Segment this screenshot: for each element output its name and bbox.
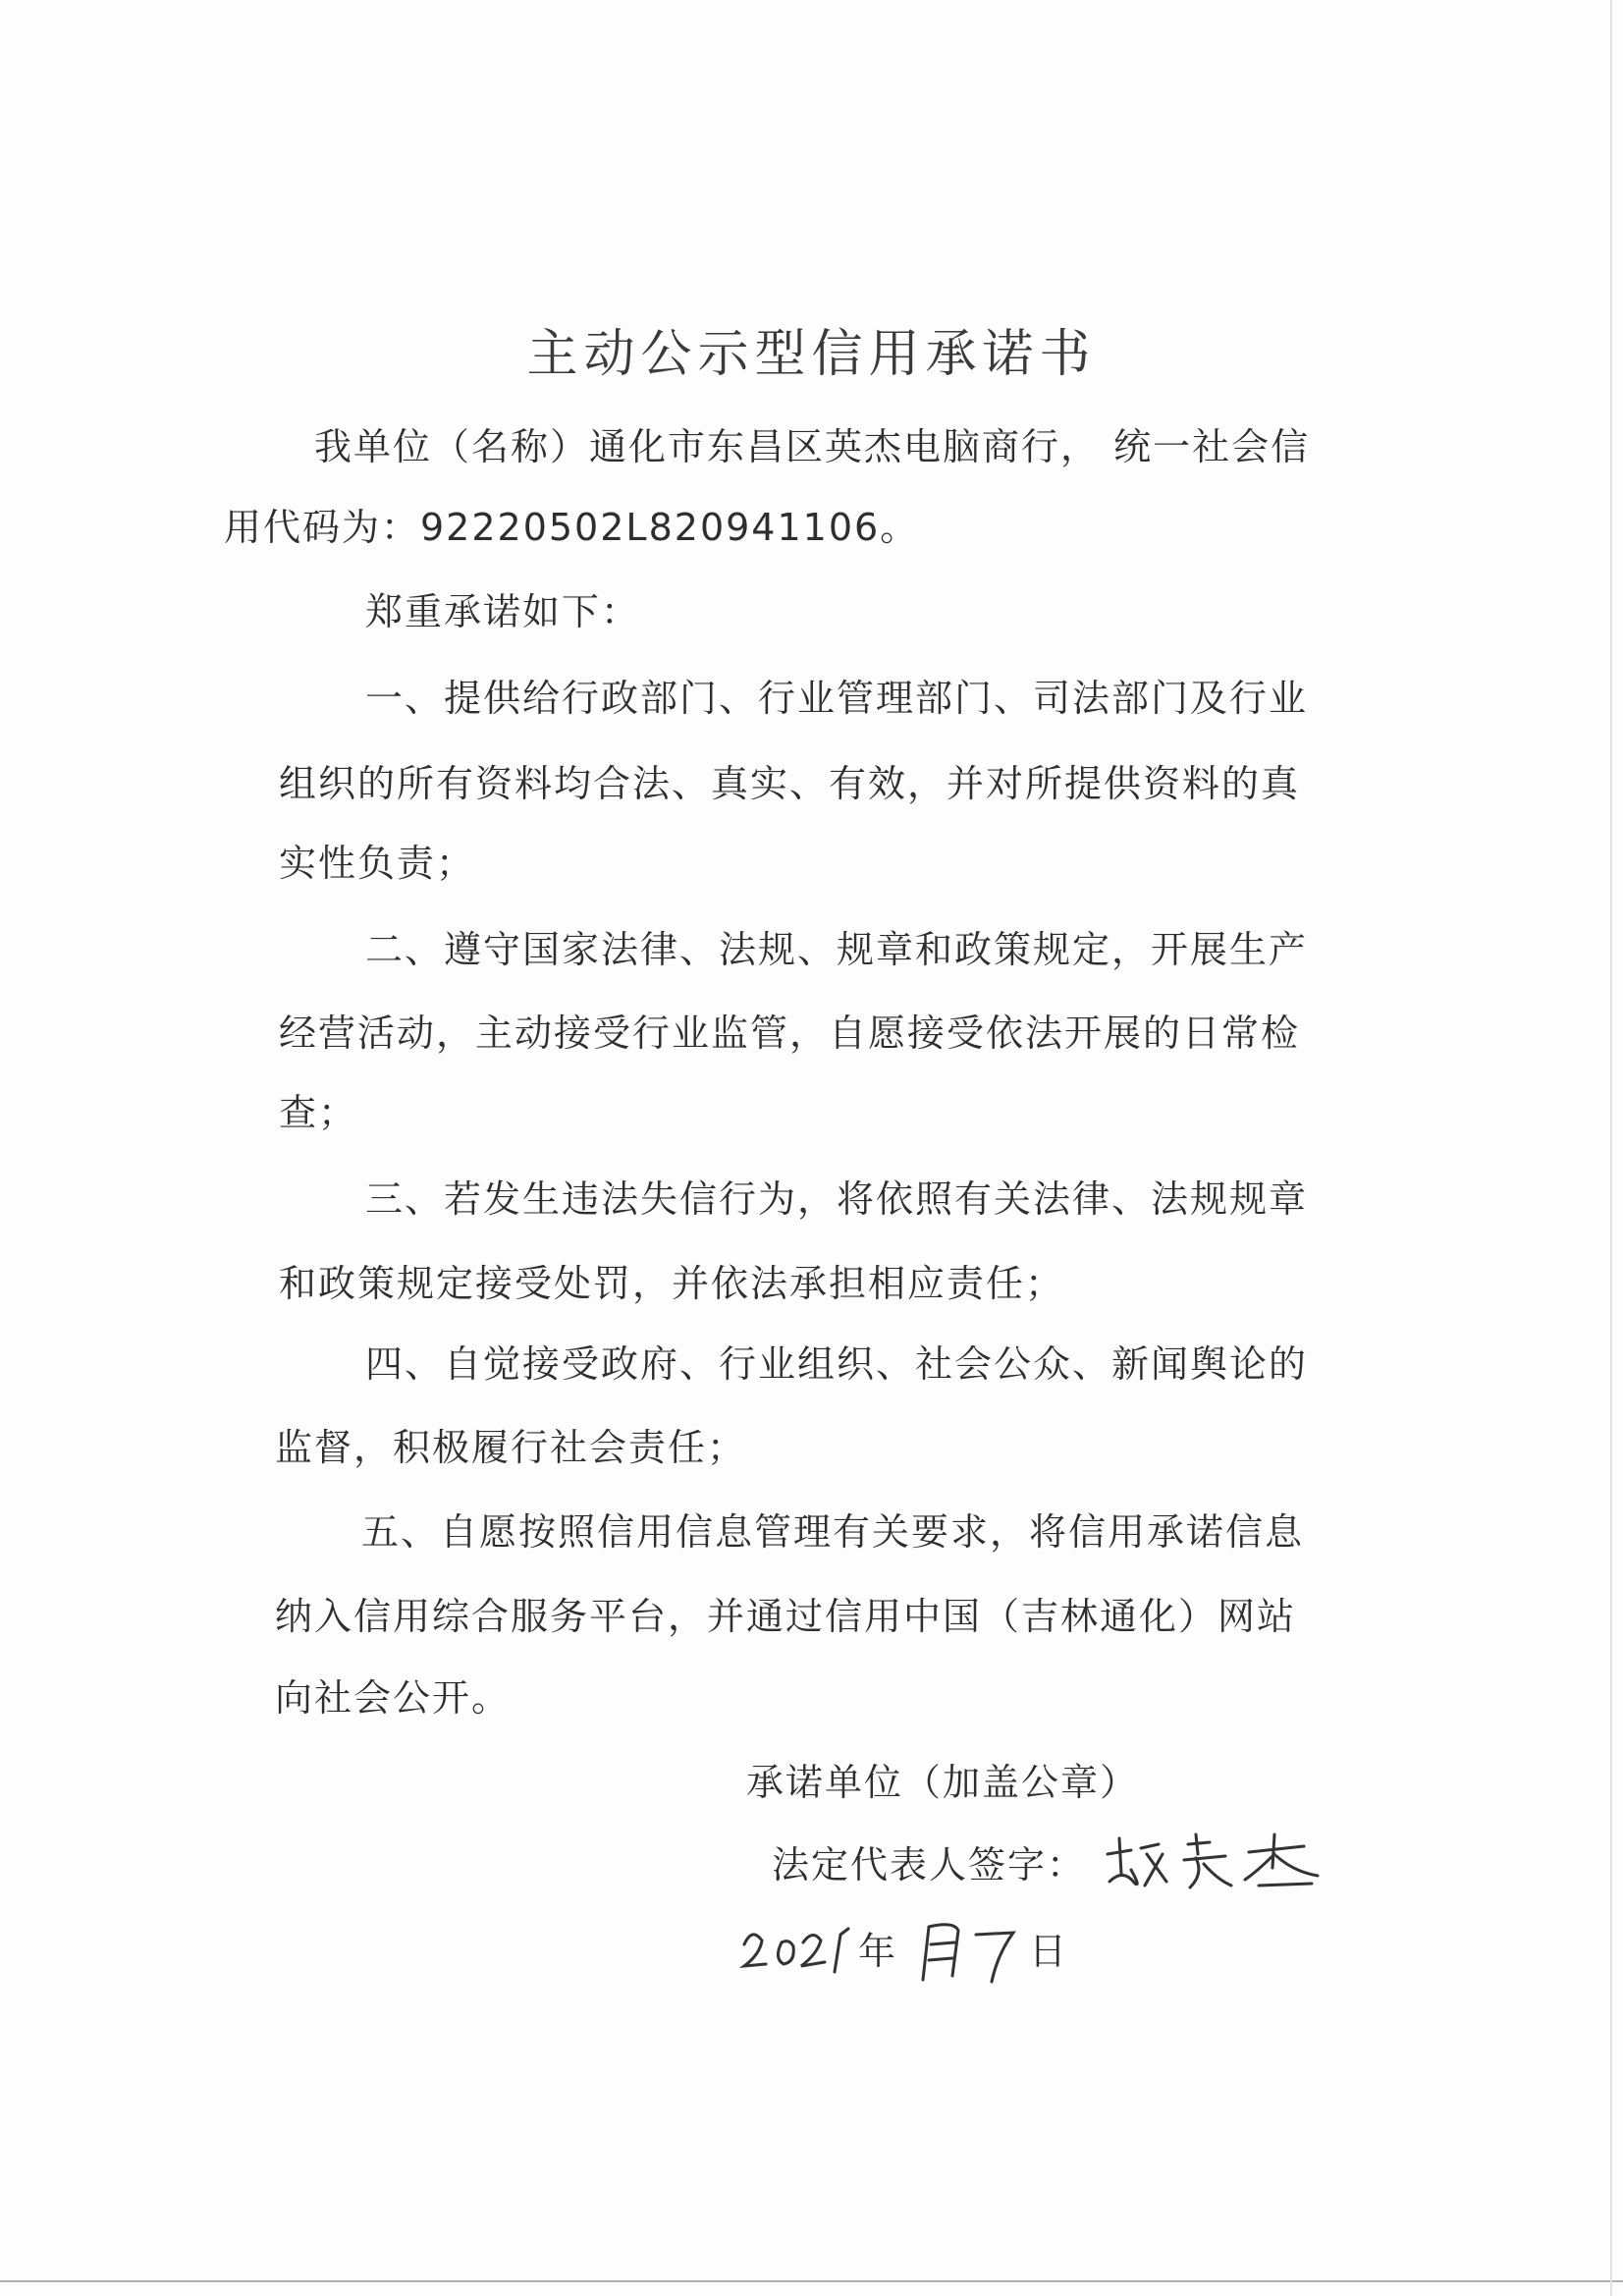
scan-edge-right	[1610, 0, 1612, 2296]
item-1-line-1: 一、提供给行政部门、行业管理部门、司法部门及行业	[365, 677, 1309, 720]
item-4-line-1: 四、自觉接受政府、行业组织、社会公众、新闻舆论的	[365, 1342, 1309, 1386]
legal-rep-label: 法定代表人签字：	[772, 1843, 1087, 1886]
item-2-line-2: 经营活动，主动接受行业监管，自愿接受依法开展的日常检	[279, 1011, 1301, 1055]
item-5-line-3: 向社会公开。	[275, 1676, 512, 1720]
item-5-line-2: 纳入信用综合服务平台，并通过信用中国（吉林通化）网站	[275, 1595, 1297, 1638]
item-1-line-3: 实性负责；	[279, 842, 476, 885]
intro-line-1: 我单位（名称）通化市东昌区英杰电脑商行， 统一社会信	[314, 425, 1311, 468]
item-2-line-3: 查；	[279, 1091, 358, 1134]
handwritten-year	[738, 1915, 866, 1984]
year-label: 年	[858, 1930, 898, 1973]
page-title: 主动公示型信用承诺书	[526, 325, 1097, 384]
item-4-line-2: 监督，积极履行社会责任；	[275, 1426, 747, 1469]
handwritten-month-day	[915, 1911, 1033, 1990]
solemn-pledge-heading: 郑重承诺如下：	[365, 590, 641, 633]
item-1-line-2: 组织的所有资料均合法、真实、有效，并对所提供资料的真	[279, 762, 1301, 805]
handwritten-signature	[1102, 1825, 1327, 1903]
item-5-line-1: 五、自愿按照信用信息管理有关要求，将信用承诺信息	[361, 1510, 1305, 1554]
item-2-line-1: 二、遵守国家法律、法规、规章和政策规定，开展生产	[365, 928, 1309, 971]
scan-edge-line	[0, 2280, 1623, 2282]
item-3-line-1: 三、若发生违法失信行为，将依照有关法律、法规规章	[365, 1177, 1309, 1221]
day-label: 日	[1029, 1930, 1069, 1973]
intro-line-2: 用代码为：92220502L820941106。	[224, 506, 920, 549]
pledge-unit-label: 承诺单位（加盖公章）	[746, 1761, 1140, 1804]
item-3-line-2: 和政策规定接受处罚，并依法承担相应责任；	[279, 1262, 1065, 1305]
